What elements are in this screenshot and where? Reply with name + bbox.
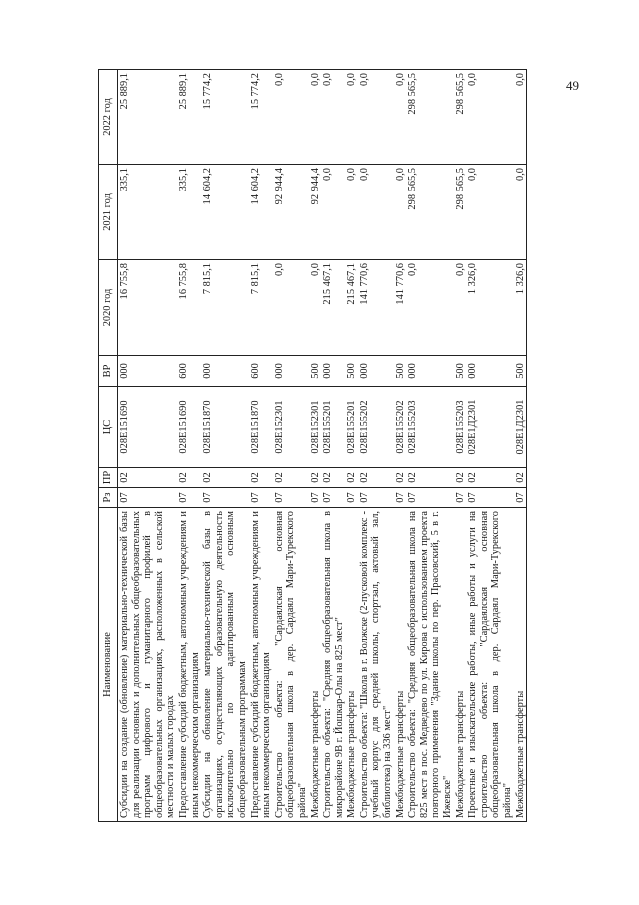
row-rz-cell bbox=[394, 488, 407, 508]
header-name: Наименование bbox=[99, 508, 118, 822]
row-cs-cell bbox=[309, 387, 322, 468]
header-2021: 2021 год bbox=[99, 165, 118, 260]
row-cs-value: 028E151870 bbox=[249, 400, 261, 454]
row-rz-value: 07 bbox=[407, 492, 419, 503]
row-y2021-value: 335,1 bbox=[177, 168, 189, 192]
row-pr-cell bbox=[406, 468, 453, 488]
row-name: Межбюджетные трансферты bbox=[514, 508, 527, 822]
row-cs-cell bbox=[514, 387, 527, 468]
row-y2020-cell bbox=[394, 260, 407, 356]
row-y2020-value: 0,0 bbox=[309, 263, 321, 276]
row-vr-value: 600 bbox=[249, 363, 261, 379]
row-cs-cell bbox=[345, 387, 358, 468]
row-y2020-cell bbox=[345, 260, 358, 356]
row-y2022-value: 0,0 bbox=[309, 73, 321, 86]
table-row bbox=[273, 70, 309, 822]
row-vr-cell bbox=[309, 356, 322, 387]
row-vr-value: 000 bbox=[202, 363, 214, 379]
row-y2022-cell bbox=[118, 70, 177, 165]
row-y2020-value: 7 815,1 bbox=[202, 263, 214, 295]
row-y2020-cell bbox=[454, 260, 467, 356]
row-cs-cell bbox=[177, 387, 201, 468]
row-rz-value: 07 bbox=[346, 492, 358, 503]
row-y2022-cell bbox=[201, 70, 248, 165]
row-rz-value: 07 bbox=[202, 492, 214, 503]
row-pr-cell bbox=[345, 468, 358, 488]
row-y2022-cell bbox=[345, 70, 358, 165]
row-y2021-value: 14 604,2 bbox=[249, 168, 261, 205]
row-cs-cell bbox=[406, 387, 453, 468]
row-y2020-value: 141 770,6 bbox=[358, 263, 370, 305]
row-y2020-cell bbox=[309, 260, 322, 356]
row-pr-cell bbox=[454, 468, 467, 488]
row-pr-cell bbox=[201, 468, 248, 488]
row-y2022-cell bbox=[309, 70, 322, 165]
row-y2022-cell bbox=[466, 70, 513, 165]
row-pr-value: 02 bbox=[322, 472, 334, 483]
row-rz-cell bbox=[201, 488, 248, 508]
row-name: Субсидии на создание (обновление) материально-технической базы для реализации основных и дополнительных общеобразовательных программ цифрового и гуманитарного профилей в общеобразовательных организациях, расположенных в сельской местности и малых городах bbox=[118, 508, 177, 822]
row-cs-value: 028E151690 bbox=[119, 400, 130, 454]
row-y2020-value: 215 467,1 bbox=[322, 263, 334, 305]
row-pr-value: 02 bbox=[467, 472, 479, 483]
table-body bbox=[118, 70, 527, 822]
row-pr-cell bbox=[394, 468, 407, 488]
row-cs-cell bbox=[273, 387, 309, 468]
row-y2022-value: 0,0 bbox=[273, 73, 285, 86]
row-rz-cell bbox=[454, 488, 467, 508]
row-y2020-cell bbox=[118, 260, 177, 356]
row-y2020-cell bbox=[273, 260, 309, 356]
row-y2022-value: 0,0 bbox=[467, 73, 479, 86]
row-cs-value: 028E155202 bbox=[394, 400, 406, 454]
row-rz-cell bbox=[514, 488, 527, 508]
row-pr-cell bbox=[273, 468, 309, 488]
row-y2020-value: 7 815,1 bbox=[249, 263, 261, 295]
table-row bbox=[514, 70, 527, 822]
row-y2022-value: 25 889,1 bbox=[119, 73, 130, 110]
row-y2021-cell bbox=[466, 165, 513, 260]
row-rz-value: 07 bbox=[273, 492, 285, 503]
row-y2021-cell bbox=[309, 165, 322, 260]
row-rz-cell bbox=[273, 488, 309, 508]
row-vr-value: 000 bbox=[407, 363, 419, 379]
row-rz-cell bbox=[345, 488, 358, 508]
row-y2021-cell bbox=[454, 165, 467, 260]
row-y2021-cell bbox=[273, 165, 309, 260]
row-y2021-value: 0,0 bbox=[467, 168, 479, 181]
row-rz-value: 07 bbox=[454, 492, 466, 503]
row-cs-value: 028E1Д2301 bbox=[467, 399, 479, 455]
rotated-table-container bbox=[98, 70, 584, 822]
row-rz-cell bbox=[321, 488, 345, 508]
row-y2021-value: 0,0 bbox=[322, 168, 334, 181]
row-pr-cell bbox=[177, 468, 201, 488]
row-y2021-cell bbox=[201, 165, 248, 260]
row-rz-value: 07 bbox=[177, 492, 189, 503]
row-pr-value: 02 bbox=[454, 472, 466, 483]
row-y2021-cell bbox=[514, 165, 527, 260]
row-name: Межбюджетные трансферты bbox=[394, 508, 407, 822]
table-row bbox=[358, 70, 394, 822]
row-pr-cell bbox=[309, 468, 322, 488]
row-y2020-value: 141 770,6 bbox=[394, 263, 406, 305]
row-vr-value: 500 bbox=[346, 363, 358, 379]
budget-table bbox=[98, 69, 527, 822]
row-y2020-value: 1 326,0 bbox=[514, 263, 526, 295]
row-pr-value: 02 bbox=[407, 472, 419, 483]
row-vr-value: 000 bbox=[467, 363, 479, 379]
row-y2022-cell bbox=[406, 70, 453, 165]
page-number: 49 bbox=[566, 78, 579, 93]
row-pr-cell bbox=[358, 468, 394, 488]
row-cs-value: 028E152301 bbox=[309, 400, 321, 454]
row-cs-value: 028E1Д2301 bbox=[514, 399, 526, 455]
row-y2020-cell bbox=[201, 260, 248, 356]
row-rz-value: 07 bbox=[322, 492, 334, 503]
row-name: Межбюджетные трансферты bbox=[345, 508, 358, 822]
row-y2022-value: 15 774,2 bbox=[249, 73, 261, 110]
row-y2020-cell bbox=[177, 260, 201, 356]
row-y2020-value: 0,0 bbox=[407, 263, 419, 276]
row-pr-value: 02 bbox=[309, 472, 321, 483]
row-cs-cell bbox=[466, 387, 513, 468]
row-cs-value: 028E155202 bbox=[358, 400, 370, 454]
row-y2022-value: 0,0 bbox=[322, 73, 334, 86]
row-name: Строительство объекта: "Средняя общеобразовательная школа на 825 мест в пос. Медведево по ул. Кирова с использованием проекта повторного применения "Здание школы по пер. Прасовский, 5 в г. Ижевске" bbox=[406, 508, 453, 822]
row-cs-value: 028E151870 bbox=[202, 400, 214, 454]
row-vr-cell bbox=[514, 356, 527, 387]
row-vr-cell bbox=[454, 356, 467, 387]
row-y2022-value: 298 565,5 bbox=[407, 73, 419, 115]
header-cs: ЦС bbox=[99, 387, 118, 468]
row-y2021-value: 14 604,2 bbox=[202, 168, 214, 205]
row-pr-value: 02 bbox=[249, 472, 261, 483]
row-name: Предоставление субсидий бюджетным, автономным учреждениям и иным некоммерческим организациям bbox=[177, 508, 201, 822]
header-2020: 2020 год bbox=[99, 260, 118, 356]
row-vr-cell bbox=[249, 356, 273, 387]
row-rz-cell bbox=[177, 488, 201, 508]
row-y2020-value: 1 326,0 bbox=[467, 263, 479, 295]
table-header-row bbox=[99, 70, 118, 822]
row-pr-cell bbox=[321, 468, 345, 488]
row-y2020-cell bbox=[358, 260, 394, 356]
row-rz-value: 07 bbox=[119, 492, 130, 503]
row-rz-cell bbox=[249, 488, 273, 508]
row-name: Межбюджетные трансферты bbox=[309, 508, 322, 822]
row-y2021-value: 298 565,5 bbox=[407, 168, 419, 210]
row-rz-cell bbox=[118, 488, 177, 508]
row-pr-cell bbox=[514, 468, 527, 488]
row-y2020-value: 0,0 bbox=[273, 263, 285, 276]
row-cs-cell bbox=[321, 387, 345, 468]
row-vr-cell bbox=[321, 356, 345, 387]
row-y2022-value: 0,0 bbox=[358, 73, 370, 86]
row-vr-value: 500 bbox=[309, 363, 321, 379]
row-pr-cell bbox=[249, 468, 273, 488]
row-cs-cell bbox=[454, 387, 467, 468]
row-y2020-cell bbox=[514, 260, 527, 356]
row-name: Предоставление субсидий бюджетным, автономным учреждениям и иным некоммерческим организациям bbox=[249, 508, 273, 822]
table-row bbox=[321, 70, 345, 822]
row-pr-value: 02 bbox=[358, 472, 370, 483]
row-y2021-cell bbox=[345, 165, 358, 260]
row-rz-value: 07 bbox=[467, 492, 479, 503]
row-y2021-cell bbox=[406, 165, 453, 260]
row-y2022-cell bbox=[358, 70, 394, 165]
row-y2020-value: 16 755,8 bbox=[177, 263, 189, 300]
row-cs-value: 028E151690 bbox=[177, 400, 189, 454]
row-vr-cell bbox=[406, 356, 453, 387]
row-vr-value: 000 bbox=[119, 363, 130, 379]
row-vr-cell bbox=[358, 356, 394, 387]
row-y2022-value: 15 774,2 bbox=[202, 73, 214, 110]
row-cs-value: 028E155203 bbox=[407, 400, 419, 454]
row-y2021-value: 92 944,4 bbox=[273, 168, 285, 205]
row-vr-value: 000 bbox=[322, 363, 334, 379]
header-rz: Рз bbox=[99, 488, 118, 508]
row-y2020-cell bbox=[249, 260, 273, 356]
header-2022: 2022 год bbox=[99, 70, 118, 165]
row-vr-value: 500 bbox=[514, 363, 526, 379]
row-pr-value: 02 bbox=[394, 472, 406, 483]
row-y2021-value: 0,0 bbox=[346, 168, 358, 181]
row-vr-cell bbox=[118, 356, 177, 387]
row-vr-cell bbox=[394, 356, 407, 387]
table-row bbox=[309, 70, 322, 822]
row-y2022-cell bbox=[321, 70, 345, 165]
row-y2021-cell bbox=[177, 165, 201, 260]
row-y2022-value: 298 565,5 bbox=[454, 73, 466, 115]
row-cs-cell bbox=[201, 387, 248, 468]
row-cs-cell bbox=[118, 387, 177, 468]
row-cs-cell bbox=[394, 387, 407, 468]
row-y2021-cell bbox=[321, 165, 345, 260]
row-cs-value: 028E155201 bbox=[346, 400, 358, 454]
row-rz-value: 07 bbox=[249, 492, 261, 503]
row-vr-cell bbox=[177, 356, 201, 387]
row-y2020-cell bbox=[466, 260, 513, 356]
row-y2022-value: 25 889,1 bbox=[177, 73, 189, 110]
row-y2021-value: 0,0 bbox=[394, 168, 406, 181]
row-y2022-cell bbox=[273, 70, 309, 165]
row-pr-value: 02 bbox=[177, 472, 189, 483]
row-y2021-cell bbox=[358, 165, 394, 260]
row-pr-value: 02 bbox=[119, 472, 130, 483]
header-pr: ПР bbox=[99, 468, 118, 488]
row-cs-cell bbox=[358, 387, 394, 468]
row-vr-cell bbox=[466, 356, 513, 387]
row-y2021-cell bbox=[118, 165, 177, 260]
row-rz-cell bbox=[406, 488, 453, 508]
table-row bbox=[177, 70, 201, 822]
row-vr-cell bbox=[345, 356, 358, 387]
row-y2020-cell bbox=[321, 260, 345, 356]
row-y2022-cell bbox=[514, 70, 527, 165]
table-row bbox=[454, 70, 467, 822]
row-y2020-value: 215 467,1 bbox=[346, 263, 358, 305]
row-rz-cell bbox=[309, 488, 322, 508]
table-row bbox=[406, 70, 453, 822]
header-vr: ВР bbox=[99, 356, 118, 387]
row-name: Строительство объекта: "Сардаялская основная общеобразовательная школа в дер. Сардаял Мари-Турекского района" bbox=[273, 508, 309, 822]
row-name: Межбюджетные трансферты bbox=[454, 508, 467, 822]
row-rz-value: 07 bbox=[358, 492, 370, 503]
row-y2021-cell bbox=[394, 165, 407, 260]
row-name: Строительство объекта: "Школа в г. Волжске (2-пусковой комплекс - учебный корпус для средней школы, спортзал, актовый зал, библиотека) на 336 мест" bbox=[358, 508, 394, 822]
row-y2021-cell bbox=[249, 165, 273, 260]
row-rz-value: 07 bbox=[309, 492, 321, 503]
row-pr-cell bbox=[466, 468, 513, 488]
row-vr-value: 600 bbox=[177, 363, 189, 379]
row-pr-value: 02 bbox=[273, 472, 285, 483]
table-row bbox=[249, 70, 273, 822]
row-pr-value: 02 bbox=[202, 472, 214, 483]
row-cs-value: 028E152301 bbox=[273, 400, 285, 454]
row-y2022-cell bbox=[249, 70, 273, 165]
row-y2022-value: 0,0 bbox=[394, 73, 406, 86]
table-row bbox=[466, 70, 513, 822]
row-y2022-cell bbox=[454, 70, 467, 165]
row-y2022-cell bbox=[394, 70, 407, 165]
row-y2021-value: 92 944,4 bbox=[309, 168, 321, 205]
row-cs-value: 028E155203 bbox=[454, 400, 466, 454]
row-vr-cell bbox=[201, 356, 248, 387]
row-name: Проектные и изыскательские работы, иные работы и услуги на строительство объекта: "Сардаялская основная общеобразовательная школа в дер. Сардаял Мари-Турекского района" bbox=[466, 508, 513, 822]
table-row bbox=[345, 70, 358, 822]
row-vr-value: 500 bbox=[394, 363, 406, 379]
row-name: Субсидии на обновление материально-технической базы в организациях, осуществляющих образовательную деятельность исключительно по адаптированным основным общеобразовательным программам bbox=[201, 508, 248, 822]
row-y2022-value: 0,0 bbox=[346, 73, 358, 86]
row-pr-value: 02 bbox=[346, 472, 358, 483]
row-y2020-cell bbox=[406, 260, 453, 356]
row-rz-cell bbox=[466, 488, 513, 508]
row-vr-value: 500 bbox=[454, 363, 466, 379]
row-pr-value: 02 bbox=[514, 472, 526, 483]
row-y2021-value: 0,0 bbox=[358, 168, 370, 181]
row-cs-cell bbox=[249, 387, 273, 468]
row-rz-cell bbox=[358, 488, 394, 508]
row-y2021-value: 298 565,5 bbox=[454, 168, 466, 210]
row-cs-value: 028E155201 bbox=[322, 400, 334, 454]
row-rz-value: 07 bbox=[394, 492, 406, 503]
row-y2020-value: 0,0 bbox=[454, 263, 466, 276]
row-vr-value: 000 bbox=[273, 363, 285, 379]
table-row bbox=[201, 70, 248, 822]
row-vr-cell bbox=[273, 356, 309, 387]
row-rz-value: 07 bbox=[514, 492, 526, 503]
row-y2020-value: 16 755,8 bbox=[119, 263, 130, 300]
row-vr-value: 000 bbox=[358, 363, 370, 379]
table-row bbox=[118, 70, 177, 822]
row-y2021-value: 0,0 bbox=[514, 168, 526, 181]
table-row bbox=[394, 70, 407, 822]
row-y2021-value: 335,1 bbox=[119, 168, 130, 192]
row-y2022-value: 0,0 bbox=[514, 73, 526, 86]
row-name: Строительство объекта: "Средняя общеобразовательная школа в микрорайоне 9В г. Йошкар-Олы на 825 мест" bbox=[321, 508, 345, 822]
row-pr-cell bbox=[118, 468, 177, 488]
row-y2022-cell bbox=[177, 70, 201, 165]
